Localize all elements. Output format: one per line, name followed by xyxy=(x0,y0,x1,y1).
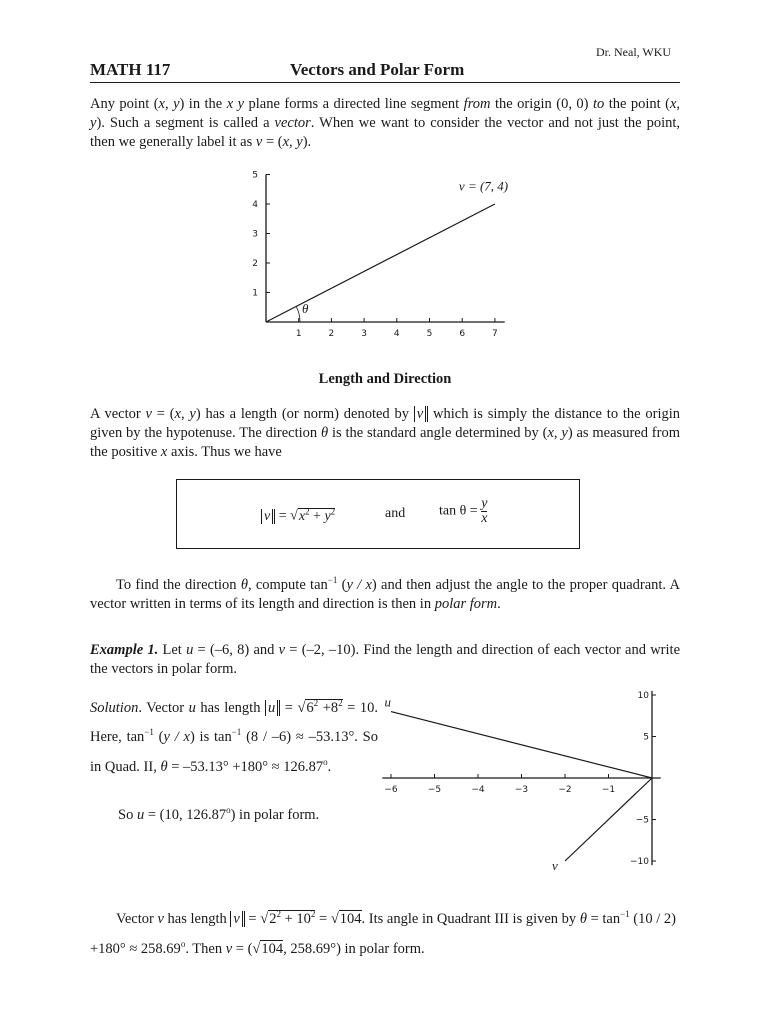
x-tick-label: 5 xyxy=(426,329,433,339)
x-tick-label: 7 xyxy=(492,329,498,339)
y-tick-label: 1 xyxy=(252,288,258,299)
example-1-paragraph: Example 1. Let u = (–6, 8) and v = (–2, –10). Find the length and direction of each vector and write the vectors in polar form. xyxy=(90,642,681,677)
vector-label: v = (7, 4) xyxy=(458,178,509,194)
vector-line-v xyxy=(266,204,495,322)
y-tick-label: 5 xyxy=(643,732,649,743)
x-tick-label: 4 xyxy=(393,329,400,339)
section-heading: Length and Direction xyxy=(318,371,452,387)
y-tick-label: 10 xyxy=(637,691,649,701)
direction-paragraph: To find the direction θ, compute $\tan^{-1} (y / x)$ and then adjust the angle to the proper quadrant. A vector written in terms of its length and direction is then in polar form. xyxy=(90,575,680,612)
formula-box xyxy=(176,479,580,549)
page-title: Vectors and Polar Form xyxy=(290,60,465,79)
u-label: u xyxy=(384,694,391,710)
intro-paragraph: Any point (x, y) in the x y plane forms a directed line segment from the origin (0, 0) to the point (x, y). Such a segment is called a vector. When we want to consider the vector and not just the point, then we generally label it as v = (x, y). xyxy=(90,96,681,150)
y-tick-label: 5 xyxy=(252,170,258,181)
angle-label: θ xyxy=(302,301,309,316)
y-tick-label: 4 xyxy=(252,200,258,210)
vector-v-paragraph: Vector v has length $v = √2^2 + 10^2 = √104$. Its angle in Quadrant III is given by $\theta = \tan^{-1} (10 / 2) +180^\circ \approx 258.69^o$. Then v = (√104, 258.69°) in polar form. xyxy=(90,909,676,957)
x-tick-label: −3 xyxy=(514,785,529,795)
author-name: Dr. Neal, WKU xyxy=(596,45,672,59)
direction-formula: $\tan \theta = \frac{y}{x}$ xyxy=(439,496,488,526)
x-tick-label: −6 xyxy=(384,785,398,795)
course-code: MATH 117 xyxy=(90,60,171,79)
vector-graph-example-1 xyxy=(380,690,680,880)
vector-line-u xyxy=(391,712,652,778)
header-rule xyxy=(90,82,680,83)
x-tick-label: 3 xyxy=(361,329,367,339)
length-direction-paragraph: A vector v = (x, y) has a length (or norm) denoted by v which is simply the distance to the origin given by the hypotenuse. The direction θ is the standard angle determined by (x, y) as measured from the positive x axis. Thus we have xyxy=(90,406,681,460)
angle-arc xyxy=(296,306,300,322)
solution-paragraph: Solution. Vector u has length $u = √6^2 +8^2 = 10$. Here, $\tan^{-1} (y / x)$ is $\tan^{-1} (8 / -6) \approx -53.13^\circ$. So in Quad. II, $\theta = -53.13^\circ +180^\circ \approx 126.87^o$. xyxy=(90,698,378,775)
x-tick-label: −2 xyxy=(558,785,572,795)
y-tick-label: −5 xyxy=(635,815,649,826)
x-tick-label: 6 xyxy=(459,329,466,339)
vector-graph-first-quadrant xyxy=(240,160,530,345)
and-word: and xyxy=(385,506,406,521)
y-tick-label: −10 xyxy=(630,857,649,867)
x-tick-label: 2 xyxy=(328,329,335,339)
y-tick-label: 2 xyxy=(252,259,258,269)
x-tick-label: −4 xyxy=(471,785,485,795)
length-formula: $v = √x^2 + y^2$ xyxy=(261,506,335,525)
x-tick-label: −1 xyxy=(601,785,616,795)
x-tick-label: 1 xyxy=(295,329,302,339)
y-tick-label: 3 xyxy=(252,229,258,240)
v-label: v xyxy=(551,858,558,874)
x-tick-label: −5 xyxy=(427,785,442,795)
u-polar-form: So u = (10, 126.87$^o$) in polar form. xyxy=(118,805,320,823)
